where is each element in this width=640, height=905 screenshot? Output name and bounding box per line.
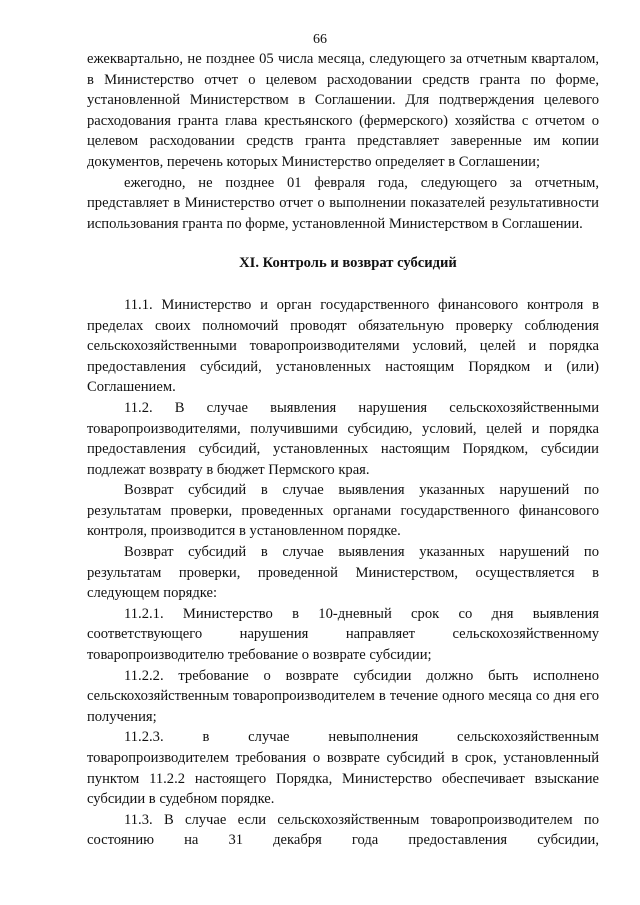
paragraph-return-ministry: Возврат субсидий в случае выявления указанных нарушений по результатам проверки, проведенной Министерством, осуществляется в следующем порядке:	[87, 544, 599, 602]
section-title: XI. Контроль и возврат субсидий	[239, 255, 457, 272]
document-body	[87, 49, 599, 851]
paragraph-return-financial-control: Возврат субсидий в случае выявления указанных нарушений по результатам проверки, проведенных органами государственного финансового контроля, производится в установленном порядке.	[87, 482, 599, 540]
paragraph-annual-report: ежегодно, не позднее 01 февраля года, следующего за отчетным, представляет в Министерство отчет о выполнении показателей результативности использования гранта по форме, установленной Министерством в Соглашении.	[87, 174, 599, 232]
page-number: 66	[313, 32, 327, 47]
paragraph-11-2-3: 11.2.3. в случае невыполнения сельскохозяйственным товаропроизводителем требования о возврате субсидий в срок, установленный пунктом 11.2.2 настоящего Порядка, Министерство обеспечивает взыскание субсидии в судебном порядке.	[87, 729, 599, 808]
paragraph-11-3: 11.3. В случае если сельскохозяйственным товаропроизводителем по состоянию на 31 декабря года предоставления субсидии,	[87, 811, 599, 849]
paragraph-11-2-2: 11.2.2. требование о возврате субсидии должно быть исполнено сельскохозяйственным товаропроизводителем в течение одного месяца со дня его получения;	[87, 667, 599, 725]
paragraph-11-2-1: 11.2.1. Министерство в 10-дневный срок со дня выявления соответствующего нарушения направляет сельскохозяйственному товаропроизводителю требование о возврате субсидии;	[87, 605, 599, 664]
paragraph-11-2: 11.2. В случае выявления нарушения сельскохозяйственными товаропроизводителями, получившими субсидию, условий, целей и порядка предоставления субсидий, установленных настоящим Порядком, субсидии подлежат возврату в бюджет Пермского края.	[87, 399, 599, 478]
paragraph-quarterly-report: ежеквартально, не позднее 05 числа месяца, следующего за отчетным кварталом, в Министерство отчет о целевом расходовании средств гранта по форме, установленной Министерством в Соглашении. Для подтверждения целевого расходования гранта глава крестьянского (фермерского) хозяйства с отчетом о целевом расходовании средств гранта представляет заверенные им копии документов, перечень которых Министерство определяет в Соглашении;	[87, 51, 599, 170]
paragraph-11-1: 11.1. Министерство и орган государственного финансового контроля в пределах своих полномочий проводят обязательную проверку соблюдения сельскохозяйственными товаропроизводителями условий, целей и порядка предоставления субсидий, установленных настоящим Порядком и (или) Соглашением.	[87, 296, 599, 396]
